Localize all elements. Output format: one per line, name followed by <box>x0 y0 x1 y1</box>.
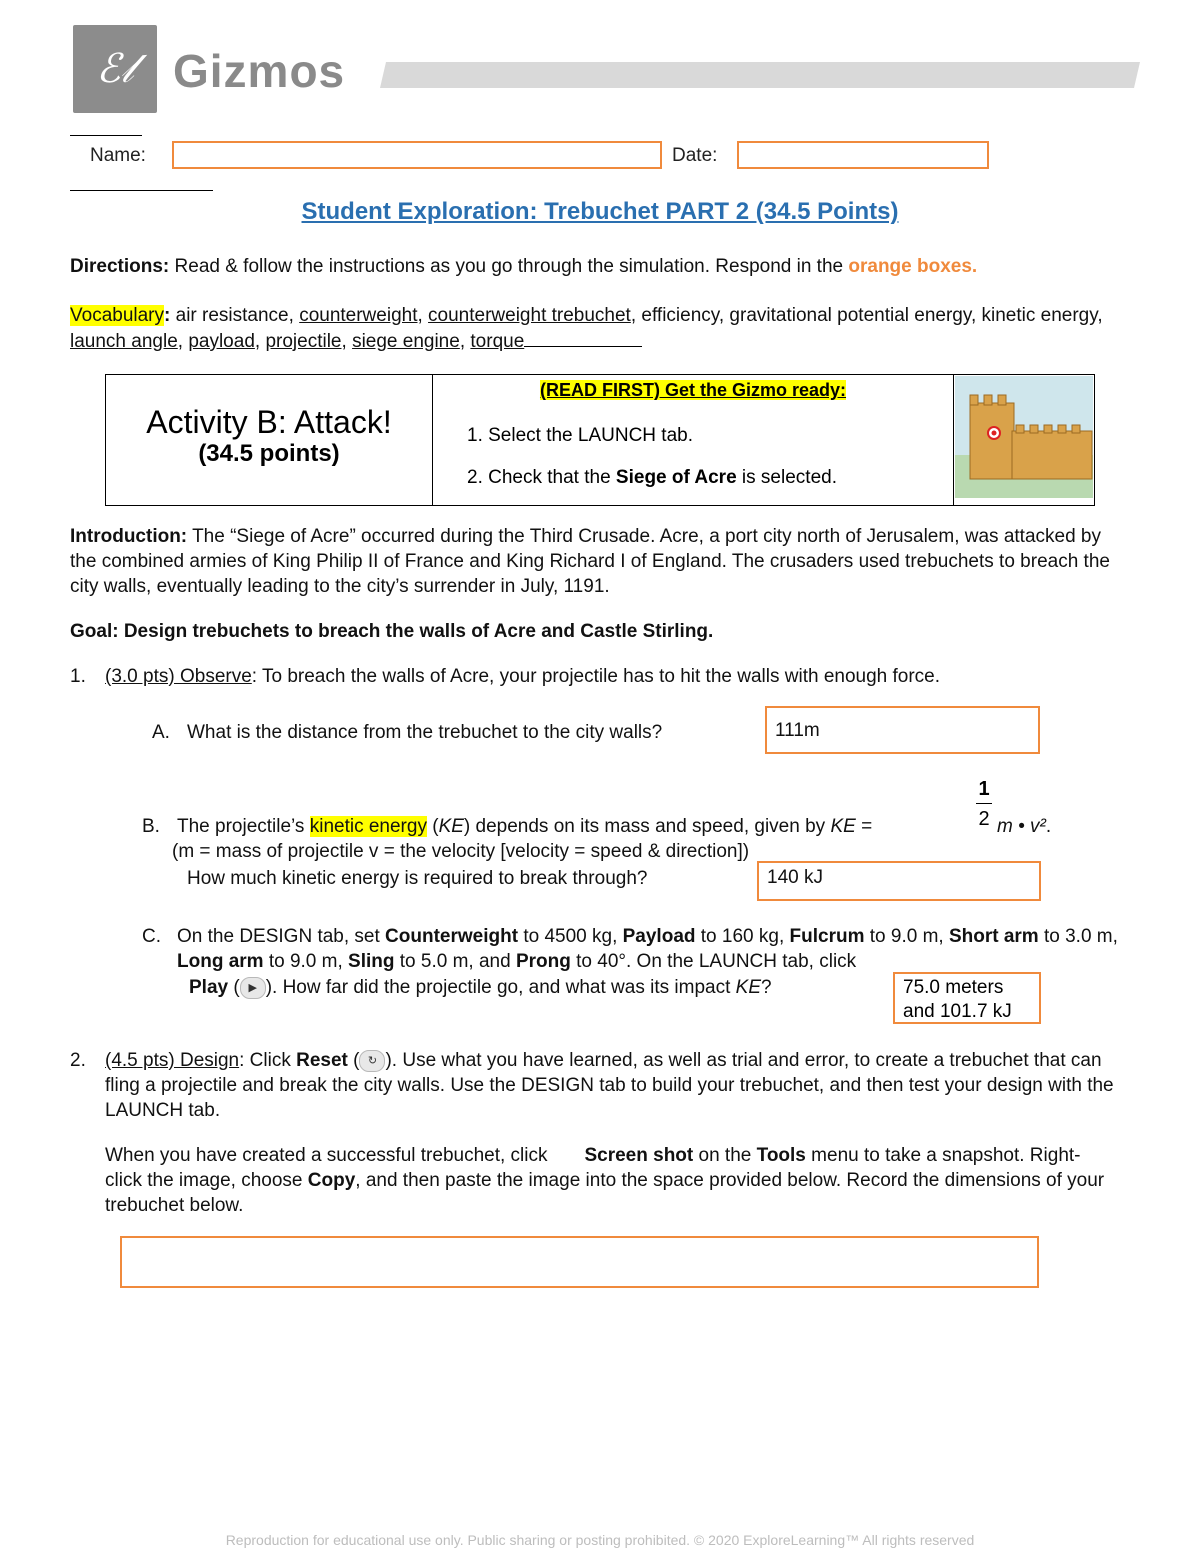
activity-title-cell <box>106 375 433 506</box>
q1c-q: ? <box>761 977 772 998</box>
vocabulary-label: Vocabulary <box>70 305 165 326</box>
q1c-segment: On the DESIGN tab, set <box>177 926 386 947</box>
introduction-label: Introduction: <box>70 526 188 547</box>
q1c-play-line: Play ( ▶ ). How far did the projectile go, and what was its impact KE? <box>189 977 772 998</box>
q1b-answer-box[interactable]: 140 kJ <box>757 861 1041 901</box>
activity-points: (34.5 points) <box>198 440 340 467</box>
reset-icon: ↻ <box>359 1050 385 1072</box>
q2-tag: (4.5 pts) Design <box>105 1050 240 1071</box>
q1c-segment: Sling <box>348 951 395 972</box>
header-bar <box>380 62 1140 88</box>
divider-line <box>70 135 142 136</box>
activity-title: Activity B: Attack! <box>146 404 392 440</box>
q1c-segment: to 9.0 m, <box>263 951 349 972</box>
q1c-segment: to 160 kg, <box>695 926 790 947</box>
q1c-segment: Payload <box>622 926 696 947</box>
q2-answer-box[interactable] <box>120 1236 1039 1288</box>
q1b-highlight: kinetic energy <box>309 816 427 837</box>
fraction-numerator: 1 <box>978 778 990 800</box>
q2-p2-pre: When you have created a successful trebuchet, click <box>105 1145 548 1166</box>
q2-tools: Tools <box>756 1145 806 1166</box>
q1a-text: What is the distance from the trebuchet to the city walls? <box>187 722 663 743</box>
introduction-text: The “Siege of Acre” occurred during the Third Crusade. Acre, a port city north of Jerusalem, was attacked by the combined armies of King Philip II of France and King Richard I of England. The crusaders used trebuchets to breach the city walls, eventually leading to the city’s surrender in July, 1191. <box>70 526 1110 597</box>
q1c-segment: Prong <box>515 951 571 972</box>
q2-screenshot: Screen shot <box>584 1145 694 1166</box>
q1b-mid: ( <box>426 816 439 837</box>
step-2-pre: 2. Check that the <box>467 467 616 488</box>
gizmos-logo-icon <box>73 25 157 113</box>
q1b-formula-text: m • v² <box>997 816 1046 837</box>
q1b-label: B. <box>142 816 160 837</box>
vocabulary-term: counterweight <box>299 305 418 326</box>
logo-glyph: ℰ𝓁 <box>96 46 134 92</box>
q1b-formula-ke: KE <box>830 816 856 837</box>
q1b-text <box>177 814 977 839</box>
vocabulary-terms: air resistance, counterweight, counterweight trebuchet, efficiency, gravitational potential energy, kinetic energy, launch angle, payload, projectile, siege engine, torque <box>70 305 1103 352</box>
divider-line <box>70 190 213 191</box>
directions <box>70 254 1130 279</box>
q1b-question: How much kinetic energy is required to break through? <box>187 868 648 889</box>
q1c-segment: to 5.0 m, and <box>394 951 516 972</box>
q2-reset: Reset <box>296 1050 348 1071</box>
vocabulary <box>70 303 1130 354</box>
q1c-segments <box>177 926 1118 972</box>
step-2-post: is selected. <box>736 467 837 488</box>
goal: Goal: Design trebuchets to breach the walls of Acre and Castle Stirling. <box>70 621 714 642</box>
ready-heading-text: (READ FIRST) Get the Gizmo ready: <box>539 380 847 400</box>
brand-name: Gizmos <box>173 45 346 97</box>
vocabulary-term: counterweight trebuchet <box>428 305 631 326</box>
ready-heading <box>433 380 953 401</box>
fraction-bar <box>976 803 992 804</box>
castle-image-cell <box>954 375 1095 506</box>
vocabulary-term: gravitational potential energy <box>729 305 971 326</box>
q1c-segment: to 3.0 m, <box>1038 926 1118 947</box>
q1b-formula-eq: = <box>855 816 873 837</box>
step-1: 1. Select the LAUNCH tab. <box>467 425 693 446</box>
vocabulary-term: payload <box>188 331 255 352</box>
date-label: Date: <box>672 145 718 166</box>
q1c-answer-box[interactable] <box>893 972 1041 1024</box>
step-2-bold: Siege of Acre <box>615 467 737 488</box>
vocabulary-colon: : <box>164 305 171 326</box>
q1b-pre: The projectile’s <box>177 816 310 837</box>
fraction-denominator: 2 <box>978 808 990 830</box>
directions-text: Read & follow the instructions as you go through the simulation. Respond in the <box>169 256 849 277</box>
vocabulary-term: torque <box>470 331 525 352</box>
q1c-segment: to 9.0 m, <box>864 926 949 947</box>
q1c-segment: Short arm <box>948 926 1039 947</box>
q2-text1: : Click <box>239 1050 297 1071</box>
q1c-answer-line1: 75.0 meters <box>903 977 1004 998</box>
q1b-formula-rest: m • v². <box>997 816 1052 837</box>
blank-line <box>524 328 642 347</box>
directions-highlight: orange boxes. <box>848 256 978 277</box>
q2-text2: ). Use what you have learned, as well as trial and error, to create a trebuchet that can fling a projectile and break the city walls. Use the DESIGN tab to build your trebuchet, and then test your design with the LAUNCH tab. <box>105 1050 1114 1121</box>
q1c-segment: to 4500 kg, <box>518 926 623 947</box>
activity-table <box>105 374 1095 506</box>
vocabulary-term: efficiency <box>641 305 719 326</box>
q2-paragraph2 <box>105 1143 1115 1218</box>
q1b-line2: (m = mass of projectile v = the velocity [velocity = speed & direction]) <box>172 841 750 862</box>
q1c-text <box>177 924 1122 974</box>
q1b-post: ) depends on its mass and speed, given by <box>463 816 831 837</box>
q1c-label: C. <box>142 926 161 947</box>
vocabulary-term: kinetic energy <box>981 305 1098 326</box>
q2-p2-end: , and then paste the image into the space provided below. Record the dimensions of your trebuchet below. <box>105 1170 1105 1216</box>
vocabulary-term: siege engine <box>352 331 460 352</box>
q2-p2-mid2: menu to take a snapshot. Right-click the image, choose <box>105 1145 1081 1191</box>
directions-label: Directions: <box>70 256 170 277</box>
q1c-segment: Counterweight <box>385 926 519 947</box>
q1a-answer-box[interactable]: 111m <box>765 706 1040 754</box>
q1b-ke: KE <box>438 816 464 837</box>
q1c-play: Play <box>189 977 229 998</box>
q1c-after-play: ). How far did the projectile go, and what was its impact <box>265 977 736 998</box>
q2-number: 2. <box>70 1050 86 1071</box>
activity-instructions-cell <box>433 375 954 506</box>
q2-copy: Copy <box>307 1170 356 1191</box>
q1-text <box>105 664 1135 689</box>
q1-number: 1. <box>70 666 86 687</box>
q1-body: : To breach the walls of Acre, your projectile has to hit the walls with enough force. <box>251 666 941 687</box>
name-label: Name: <box>90 145 146 166</box>
date-field[interactable] <box>737 141 989 169</box>
footer: Reproduction for educational use only. Public sharing or posting prohibited. © 2020 ExploreLearning™ All rights reserved <box>225 1532 975 1548</box>
q2-text: (4.5 pts) Design: Click Reset ( ↻ ). Use what you have learned, as well as trial and error, to create a trebuchet that can fling a projectile and break the city walls. Use the DESIGN tab to build your trebuchet, and then test your design with the LAUNCH tab. <box>105 1050 1114 1121</box>
q1a-label: A. <box>152 722 170 743</box>
step-2 <box>467 467 953 489</box>
vocabulary-term: air resistance <box>175 305 289 326</box>
play-icon: ▶ <box>240 977 266 999</box>
name-field[interactable] <box>172 141 662 169</box>
castle-icon <box>954 375 1094 499</box>
introduction <box>70 524 1130 599</box>
q1c-answer-line2: and 101.7 kJ <box>903 1001 1012 1022</box>
vocabulary-term: launch angle <box>70 331 178 352</box>
q1c-segment: to 40°. On the LAUNCH tab, click <box>570 951 857 972</box>
q1c-ke: KE <box>735 977 761 998</box>
q1c-segment: Fulcrum <box>789 926 865 947</box>
page-title: Student Exploration: Trebuchet PART 2 (34.5 Points) <box>301 198 899 225</box>
q1-tag: (3.0 pts) Observe <box>105 666 252 687</box>
vocabulary-term: projectile <box>265 331 342 352</box>
q1c-segment: Long arm <box>177 951 264 972</box>
q2-p2-mid: on the <box>693 1145 757 1166</box>
